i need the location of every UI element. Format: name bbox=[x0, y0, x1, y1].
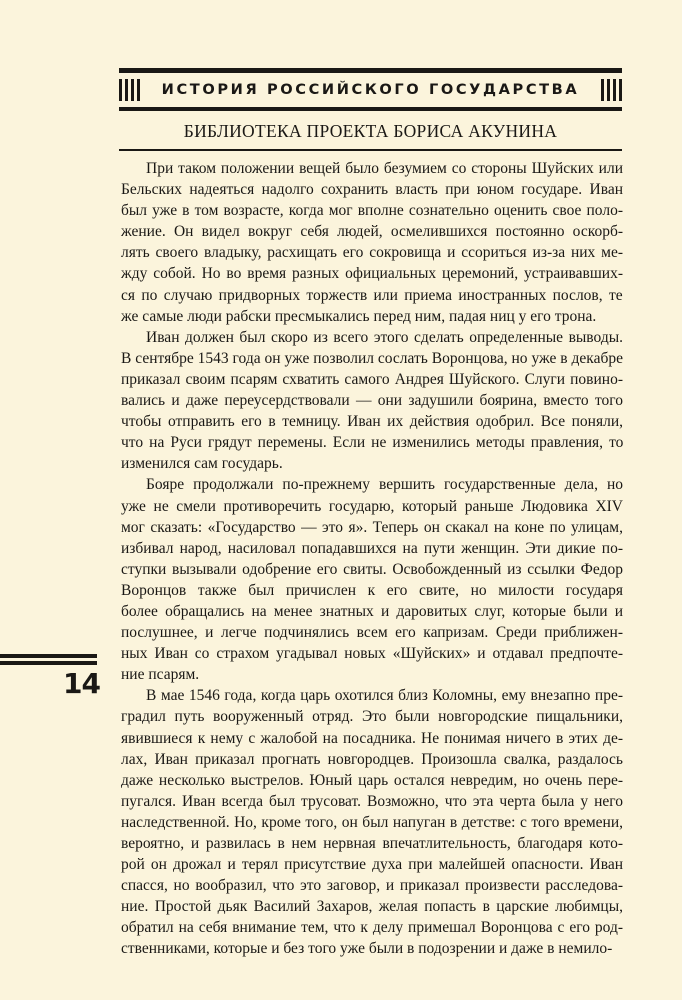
text-line: явившиеся к нему с жалобой на посадника. Не понимая ничего в этих де- bbox=[121, 729, 623, 747]
page-number: 14 bbox=[63, 667, 100, 700]
text-line: чтобы отправить его в темницу. Иван их действия одобрил. Все поняли, bbox=[121, 413, 623, 431]
text-line: более обращались на менее знатных и даровитых слуг, которые были и bbox=[121, 602, 623, 620]
series-title-row bbox=[119, 76, 622, 104]
text-line: жду собой. Но во время разных официальных церемоний, устраивавших- bbox=[121, 265, 623, 283]
text-line: жение. Он видел вокруг себя людей, осмелившихся постоянно оскорб- bbox=[121, 223, 623, 241]
text-line: обратил на себя внимание тем, что к делу примешал Воронцова с его род- bbox=[121, 919, 623, 937]
text-line: пугался. Иван всегда был трусоват. Возможно, что эта черта была у него bbox=[121, 792, 623, 810]
text-line: Иван должен был скоро из всего этого сделать определенные выводы. bbox=[146, 328, 623, 346]
series-subtitle: БИБЛИОТЕКА ПРОЕКТА БОРИСА АКУНИНА bbox=[183, 121, 558, 141]
text-line: даже несколько выстрелов. Юный царь остался невредим, но очень пере- bbox=[121, 771, 623, 789]
text-line: ние псарям. bbox=[121, 666, 200, 684]
text-line: вероятно, и развилась в нем нервная впечатлительность, благодаря кото- bbox=[121, 835, 623, 852]
paragraph bbox=[121, 327, 623, 475]
body-text bbox=[121, 158, 623, 960]
text-line: лах, Иван приказал прогнать новгородцев. Произошла свалка, раздалось bbox=[121, 750, 623, 768]
header-top-rule bbox=[119, 68, 622, 73]
text-line: В мае 1546 года, когда царь охотился близ Коломны, ему внезапно пре- bbox=[146, 687, 623, 705]
left-bar-ornament bbox=[119, 79, 143, 101]
text-line: наследственной. Но, кроме того, он был напуган в детстве: с того времени, bbox=[121, 813, 623, 831]
text-line: избивал народ, насиловал попадавшихся на пути женщин. Эти дикие по- bbox=[121, 539, 623, 557]
text-line: ся по случаю придворных торжеств или приема иностранных послов, те bbox=[121, 286, 623, 304]
text-line: лять своего владыку, расхищать его сокровища и ссориться из-за них ме- bbox=[121, 244, 623, 262]
paragraph bbox=[121, 685, 623, 959]
header-bottom-rule bbox=[119, 149, 622, 151]
right-bar-ornament bbox=[598, 79, 622, 101]
text-line: ступки вызывали одобрение его свиты. Освобожденный из ссылки Федор bbox=[121, 560, 623, 578]
text-line: мог сказать: «Государство — это я». Теперь он скакал на коне по улицам, bbox=[121, 518, 623, 536]
paragraph bbox=[121, 158, 623, 327]
text-line: градил путь вооруженный отряд. Это были новгородские пищальники, bbox=[121, 708, 623, 726]
text-line: что на Руси грядут перемены. Если не изменились методы правления, то bbox=[121, 434, 623, 452]
text-line: вались и даже переусердствовали — они задушили боярина, вместо того bbox=[121, 392, 623, 410]
running-header bbox=[119, 68, 622, 151]
text-line: приказал своим псарям схватить самого Андрея Шуйского. Слуги повино- bbox=[121, 370, 623, 388]
text-line: был уже в том возрасте, когда мог вполне сознательно оценить свое поло- bbox=[121, 202, 623, 220]
page-number-rules bbox=[0, 654, 97, 668]
text-line: Бояре продолжали по-прежнему вершить государственные дела, но bbox=[146, 476, 623, 494]
text-line: же самые люди рабски пресмыкались перед ним, падая ниц у его трона. bbox=[121, 307, 597, 325]
series-title: ИСТОРИЯ РОССИЙСКОГО ГОСУДАРСТВА bbox=[161, 81, 580, 98]
text-line: уже не смели противоречить государю, который раньше Людовика XIV bbox=[121, 497, 623, 515]
paragraph bbox=[121, 474, 623, 685]
text-line: Бельских надеяться надолго сохранить власть при юном государе. Иван bbox=[121, 181, 623, 199]
text-line: рой он дрожал и терял присутствие духа при малейшей опасности. Иван bbox=[121, 856, 623, 874]
text-line: ние. Простой дьяк Василий Захаров, желая попасть в царские любимцы, bbox=[121, 898, 623, 916]
text-line: В сентябре 1543 года он уже позволил сослать Воронцова, но уже в декабре bbox=[121, 349, 623, 367]
header-middle-rule bbox=[119, 107, 622, 111]
text-line: ных Иван со страхом угадывал новых «Шуйских» и отдавал предпочте- bbox=[121, 645, 623, 663]
text-line: ственниками, которые и без того уже были в подозрении и даже в немило- bbox=[121, 940, 613, 958]
text-line: спасся, но вообразил, что это заговор, и приказал произвести расследова- bbox=[121, 877, 623, 895]
text-line: Воронцов также был причислен к его свите, но милости государя bbox=[121, 581, 623, 599]
text-line: изменился сам государь. bbox=[121, 455, 283, 473]
text-line: послушнее, и легче подчинялись всем его капризам. Среди приближен- bbox=[121, 624, 623, 642]
text-line: При таком положении вещей было безумием со стороны Шуйских или bbox=[146, 160, 623, 177]
